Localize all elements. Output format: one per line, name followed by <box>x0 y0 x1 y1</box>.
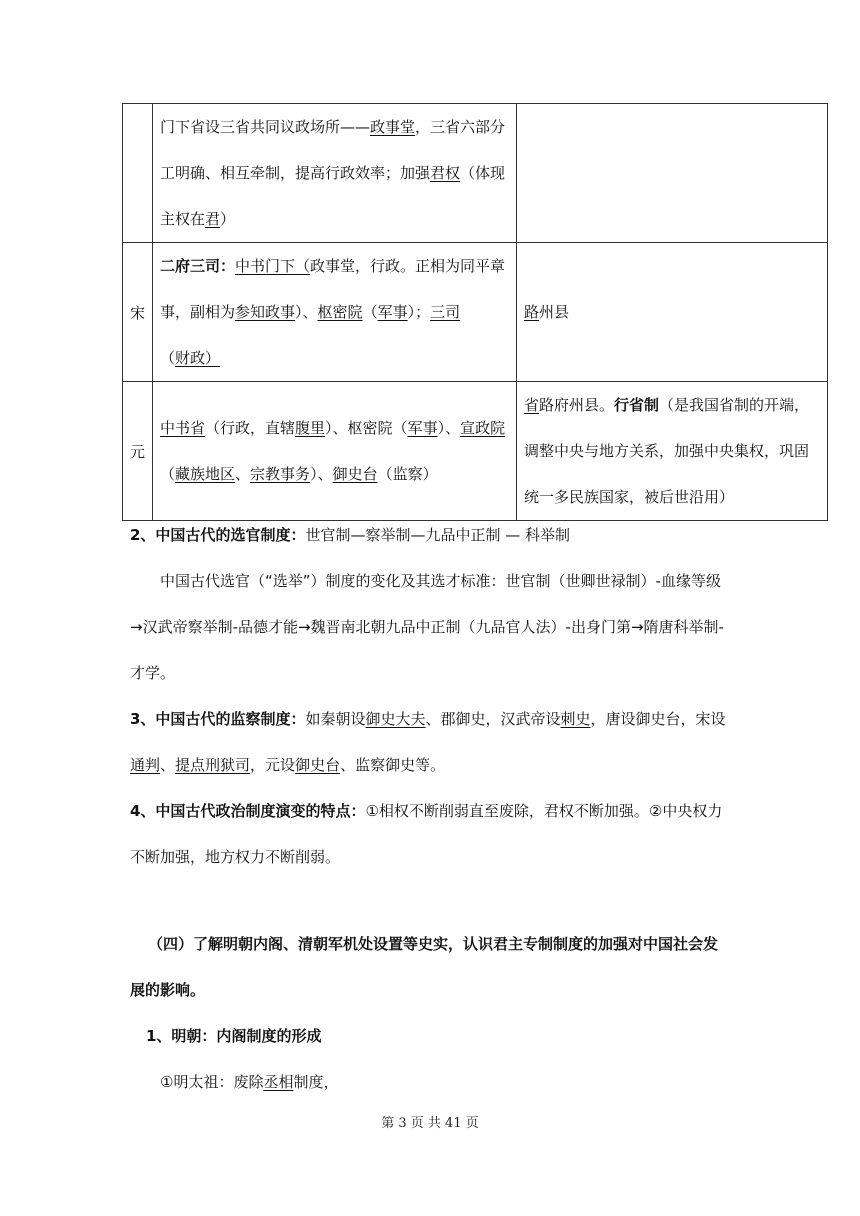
central-system-cell: 二府三司：中书门下（政事堂，行政。正相为同平章事，副相为参知政事）、枢密院（军事）；三司 （财政） <box>153 243 517 382</box>
ming-heading: 1、明朝：内阁制度的形成 <box>146 1027 322 1045</box>
local-system-cell <box>517 104 828 243</box>
page-footer: 第 3 页 共 41 页 <box>381 1116 479 1131</box>
section-heading: 2、中国古代的选官制度： <box>130 526 306 544</box>
local-system-cell: 路州县 <box>517 243 828 382</box>
central-system-cell: 门下省设三省共同议政场所——政事堂，三省六部分工明确、相互牵制，提高行政效率；加强君权（体现主权在君） <box>153 104 517 243</box>
ming-item-1: ①明太祖：废除丞相制度， <box>160 1073 339 1091</box>
dynasty-system-table <box>122 103 828 521</box>
section-2-heading-line: 2、中国古代的选官制度：世官制—察举制—九品中正制 — 科举制 <box>130 526 570 544</box>
local-system-cell: 省路府州县。行省制（是我国省制的开端，调整中央与地方关系，加强中央集权，巩固统一多民族国家，被后世沿用） <box>517 382 828 521</box>
section-heading: 3、中国古代的监察制度： <box>130 710 306 728</box>
section-3-paragraph: 3、中国古代的监察制度：如秦朝设御史大夫、郡御史，汉武帝设刺史，唐设御史台，宋设通判、提点刑狱司，元设御史台、监察御史等。 <box>130 710 726 774</box>
dynasty-cell <box>123 104 153 243</box>
central-system-cell: 中书省（行政，直辖腹里）、枢密院（军事）、宣政院（藏族地区、宗教事务）、御史台（监察） <box>153 382 517 521</box>
table-row <box>123 104 828 243</box>
section-4-paragraph: 4、中国古代政治制度演变的特点：①相权不断削弱直至废除，君权不断加强。②中央权力不断加强，地方权力不断削弱。 <box>130 802 723 866</box>
table-row <box>123 382 828 521</box>
official-selection-paragraph: 中国古代选官（“选举”）制度的变化及其选才标准：世官制（世卿世禄制）-血缘等级→汉武帝察举制-品德才能→魏晋南北朝九品中正制（九品官人法）-出身门第→隋唐科举制-才学。 <box>130 572 724 682</box>
dynasty-cell: 宋 <box>123 243 153 382</box>
section-heading: 4、中国古代政治制度演变的特点： <box>130 802 366 820</box>
part-4-heading: （四）了解明朝内阁、清朝军机处设置等史实，认识君主专制制度的加强对中国社会发展的影响。 <box>130 935 719 999</box>
table-row <box>123 243 828 382</box>
dynasty-cell: 元 <box>123 382 153 521</box>
